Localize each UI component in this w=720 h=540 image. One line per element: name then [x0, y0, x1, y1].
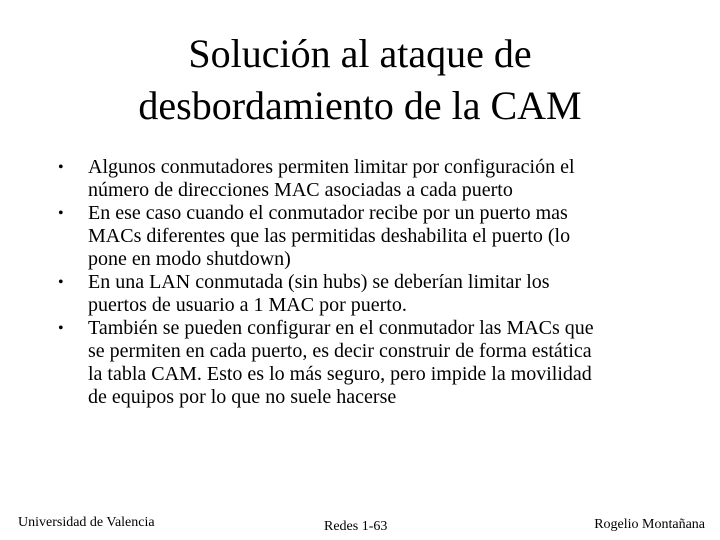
bullet-1-line-2: número de direcciones MAC asociadas a cada puerto — [88, 179, 513, 201]
slide-title-line-2: desbordamiento de la CAM — [138, 83, 582, 128]
bullet-item-3 — [58, 271, 658, 317]
bullet-4-line-1: También se pueden configurar en el conmutador las MACs que — [88, 317, 594, 339]
bullet-marker: • — [58, 159, 64, 176]
footer-institution: Universidad de Valencia — [18, 515, 155, 530]
bullet-4-line-4: de equipos por lo que no suele hacerse — [88, 386, 397, 408]
bullet-marker: • — [58, 205, 64, 222]
footer-page-number: Redes 1-63 — [324, 519, 388, 534]
bullet-2-line-2: MACs diferentes que las permitidas deshabilita el puerto (lo — [88, 225, 571, 247]
bullet-2-line-1: En ese caso cuando el conmutador recibe por un puerto mas — [88, 202, 568, 224]
slide-title — [60, 28, 660, 132]
footer-author: Rogelio Montañana — [594, 517, 705, 532]
bullet-3-line-1: En una LAN conmutada (sin hubs) se deberían limitar los — [88, 271, 550, 293]
bullet-list — [58, 156, 658, 409]
slide-title-line-1: Solución al ataque de — [188, 31, 532, 76]
bullet-marker: • — [58, 274, 64, 291]
bullet-2-line-3: pone en modo shutdown) — [88, 248, 291, 270]
bullet-marker: • — [58, 320, 64, 337]
bullet-1-line-1: Algunos conmutadores permiten limitar por configuración el — [88, 156, 575, 178]
bullet-item-4 — [58, 317, 658, 409]
bullet-4-line-3: la tabla CAM. Esto es lo más seguro, pero impide la movilidad — [88, 363, 592, 385]
bullet-item-1 — [58, 156, 658, 202]
bullet-item-2 — [58, 202, 658, 271]
bullet-3-line-2: puertos de usuario a 1 MAC por puerto. — [88, 294, 407, 316]
bullet-4-line-2: se permiten en cada puerto, es decir construir de forma estática — [88, 340, 592, 362]
